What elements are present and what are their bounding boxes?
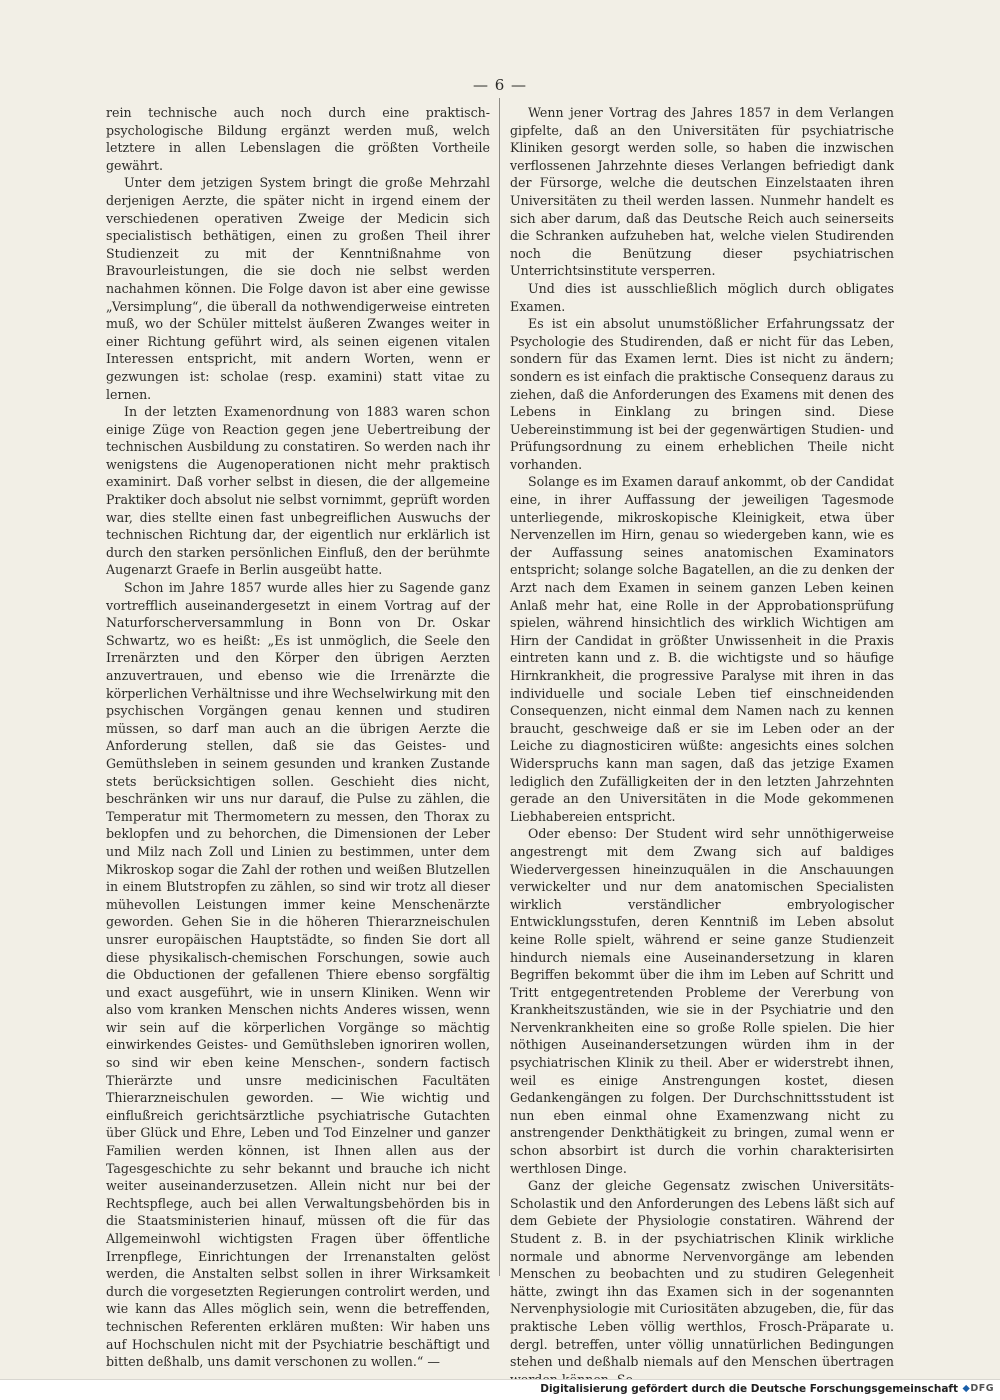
paragraph: Unter dem jetzigen System bringt die große Mehrzahl derjenigen Aerzte, die später nicht in irgend einem der verschiedenen operativen Zweige der Medicin sich specialistisch bethätigen, einen zu großen Theil ihrer Studienzeit zu mit der Kenntnißnahme von Bravourleistungen, die sie doch nie selbst werden nachahmen können. Die Folge davon ist aber eine gewisse „Versimplung“, die überall da nothwendigerweise eintreten muß, wo der Schüler mittelst äußeren Zwanges weiter in einer Richtung geführt wird, als seinen eigenen vitalen Interessen entspricht, mit andern Worten, wenn er gezwungen ist: scholae (resp. examini) statt vitae zu lernen. [106, 175, 490, 402]
paragraph: Wenn jener Vortrag des Jahres 1857 in dem Verlangen gipfelte, daß an den Universitäten für psychiatrische Kliniken gesorgt werden solle, so haben die inzwischen verflossenen Jahrzehnte dieses Verlangen befriedigt dank der Fürsorge, welche die deutschen Einzelstaaten ihren Universitäten zu theil werden lassen. Nunmehr handelt es sich aber darum, daß das Deutsche Reich auch seinerseits die Schranken aufzuheben hat, welche vielen Studirenden noch die Benützung dieser psychiatrischen Unterrichtsinstitute versperren. [510, 105, 894, 279]
left-column [106, 104, 490, 1371]
paragraph: Und dies ist ausschließlich möglich durch obligates Examen. [510, 280, 894, 314]
digitization-footer [0, 1379, 1000, 1400]
paragraph: Ganz der gleiche Gegensatz zwischen Universitäts-Scholastik und den Anforderungen des Lebens läßt sich auf dem Gebiete der Physiologie constatiren. Während der Student z. B. in der psychiatrischen Klinik wirkliche normale und abnorme Nervenvorgänge am lebenden Menschen zu beobachten und zu studiren Gelegenheit hätte, zwingt ihn das Examen sich in der sogenannten Nervenphysiologie mit Curiositäten abzugeben, die, für das praktische Leben völlig werthlos, Frosch-Präparate u. dergl. betreffen, unter völlig unnatürlichen Bedingungen stehen und deßhalb niemals auf den Menschen übertragen [510, 1178, 894, 1370]
dfg-mark-icon: ◆ [962, 1383, 971, 1394]
paragraph: In der letzten Examenordnung von 1883 waren schon einige Züge von Reaction gegen jene Uebertreibung der technischen Ausbildung zu constatiren. So werden nach ihr wenigstens die Augenoperationen nicht mehr praktisch examinirt. Daß vorher selbst in diesen, die der allgemeine Praktiker doch absolut nie selbst vornimmt, geprüft worden war, dies stellte einen fast unbegreiflichen Auswuchs der technischen Richtung dar, der eigentlich nur erklärlich ist durch den starken persönlichen Einfluß, den der berühmte Augenarzt Graefe in Berlin ausgeübt hatte. [106, 404, 490, 578]
paragraph: Solange es im Examen darauf ankommt, ob der Candidat eine, in ihrer Auffassung der jeweiligen Tagesmode unterliegende, mikroskopische Kleinigkeit, etwa über Nervenzellen im Hirn, genau so wiedergeben kann, wie es der Auffassung seines anatomischen Examinators entspricht; solange solche Bagatellen, an die zu denken der Arzt nach dem Examen in seinem ganzen Leben keinen Anlaß mehr hat, eine Rolle in der Approbationsprüfung spielen, während hinsichtlich des wirklich Wichtigen am Hirn der Candidat in größter Unwissenheit in die Praxis eintreten kann und z. B. die wichtigste und so häufige Hirnkrankheit, die progressive Paralyse mit ihren in das individuelle und sociale Leben tief einschneidenden Consequenzen, nicht einmal dem Namen nach zu kennen braucht, geschweige daß er sie im Leben oder an der Leiche zu diagnosticiren wüßte: angesichts eines solchen Widerspruchs kann man sagen, daß das jetzige Examen lediglich den Zufälligkeiten der in den letzten Jahrzehnten gerade an den Universitäten in die Mode gekommenen Liebhabereien entspricht. [510, 474, 894, 824]
funding-notice: Digitalisierung gefördert durch die Deutsche Forschungsgemeinschaft [540, 1383, 958, 1395]
dfg-logo-text: DFG [970, 1383, 994, 1394]
right-column [510, 104, 894, 1388]
paragraph: Es ist ein absolut unumstößlicher Erfahrungssatz der Psychologie des Studirenden, daß er nicht für das Leben, sondern für das Examen lernt. Dies ist nicht zu ändern; sondern es ist einfach die praktische Consequenz daraus zu ziehen, daß die Anforderungen des Examens mit denen des Lebens in Einklang zu bringen sind. Diese Uebereinstimmung ist bei der gegenwärtigen Studien- und Prüfungsordnung zu einem erheblichen Theile nicht vorhanden. [510, 316, 894, 472]
page-number: — 6 — [472, 76, 528, 94]
column-divider [499, 98, 500, 1276]
paragraph: rein technische auch noch durch eine praktisch-psychologische Bildung ergänzt werden muß, welch letztere in allen Lebenslagen die größten Vortheile gewährt. [106, 105, 490, 173]
dfg-logo [963, 1383, 995, 1394]
paragraph: Oder ebenso: Der Student wird sehr unnöthigerweise angestrengt mit dem Zwang sich auf baldiges Wiedervergessen hineinzuquälen in die Anschauungen verwickelter und nur dem anatomischen Specialisten wirklich verständlicher embryologischer Entwicklungsstufen, deren Kenntniß im Leben absolut keine Rolle spielt, während er seine ganze Studienzeit hindurch niemals eine Auseinandersetzung in klaren Begriffen bekommt über die ihm im Leben auf Schritt und Tritt entgegentretenden Probleme der Vererbung von Krankheitszuständen, wie sie in der Psychiatrie und den Nervenkrankheiten eine so große Rolle spielen. Die hier nöthigen Auseinandersetzungen würden ihm in der psychiatrischen Klinik zu theil. Aber er widerstrebt ihnen, weil es einige Anstrengungen kostet, diesen Gedankengängen zu folgen. Der Durchschnittsstudent ist nun eben einmal ohne Examenzwang nicht zu anstrengender Denkthätigkeit zu bringen, zumal wenn er schon absorbirt ist durch die vorhin charakterisirten werthlosen Dinge. [510, 826, 894, 1176]
paragraph: Schon im Jahre 1857 wurde alles hier zu Sagende ganz vortrefflich auseinandergesetzt in einem Vortrag auf der Naturforscherversammlung in Bonn von Dr. Oskar Schwartz, wo es heißt: „Es ist unmöglich, die Seele den Irrenärzten und den Körper den übrigen Aerzten anzuvertrauen, und ebenso wie die Irrenärzte die körperlichen Verhältnisse und ihre Wechselwirkung mit den psychischen Vorgängen genau kennen und studiren müssen, so darf man auch an die übrigen Aerzte die Anforderung stellen, daß sie das Geistes- und Gemüthsleben in seinem gesunden und kranken Zustande stets berücksichtigen sollen. Geschieht dies nicht, beschränken wir uns nur darauf, die Pulse zu zählen, die Temperatur mit Thermometern zu messen, den Thorax zu beklopfen und zu behorchen, die Dimensionen der Leber und Milz nach Zoll und Linien zu bestimmen, unter dem Mikroskop sogar die Zahl der rothen und weißen Blutzellen in einem Blutstropfen zu zählen, so sind wir trotz all dieser mühevollen Leistungen immer keine Menschenärzte geworden. Gehen Sie in die höheren Thierarzneischulen unsrer europäischen Hauptstädte, so finden Sie dort all diese physikalisch-chemischen Forschungen, sowie auch die Obductionen der gefallenen Thiere ebenso sorgfältig und exact ausgeführt, wie in unsern Kliniken. Wenn wir also vom kranken Menschen nichts Anderes wissen, wenn wir sein auf die körperlichen Vorgänge so mächtig einwirkendes Geistes- und Gemüthsleben ignoriren wollen, so sind wir eben keine Menschen-, sondern factisch Thierärzte und unsre medicinischen Facultäten Thierarzneischulen geworden. — Wie wichtig und einflußreich gerichtsärztliche psychiatrische Gutachten über Glück und Ehre, Leben und Tod Einzelner und ganzer Familien werden können, ist Ihnen allen aus der Tagesgeschichte zu sehr bekannt und brauche ich nicht weiter auseinanderzusetzen. Allein nicht nur bei der Rechtspflege, auch bei allen Verwaltungsbehörden bis in die Staatsministerien hinauf, müssen oft die für das Allgemeinwohl wichtigsten Fragen über öffentliche Irrenpflege, Einrichtungen der Irrenanstalten gelöst werden, die Anstalten selbst sollen in ihrer Wirksamkeit durch die vorgesetzten Regierungen controlirt werden, und wie kann das Alles möglich sein, wenn die betreffenden, technischen Referenten erklären mußten: Wir haben uns auf Hochschulen nicht mit der Psychiatrie beschäftigt und bitten deßhalb, uns damit verschonen zu wollen.“ — [106, 580, 490, 1370]
